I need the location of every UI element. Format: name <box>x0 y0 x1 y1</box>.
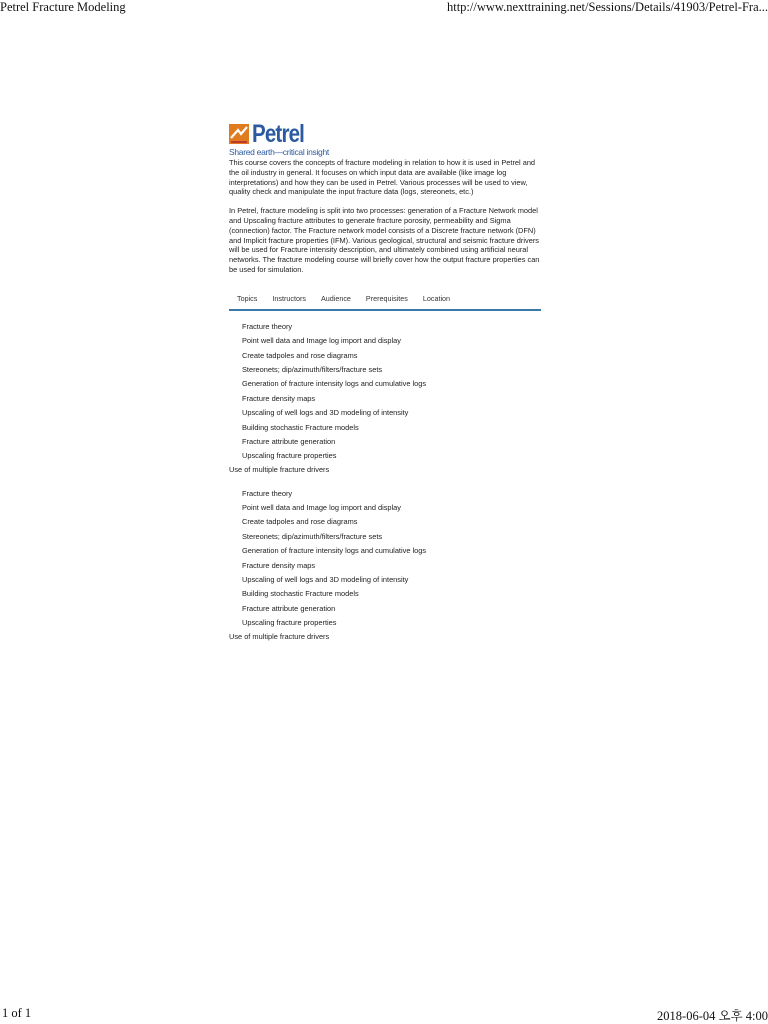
list-item: Fracture attribute generation <box>242 603 336 613</box>
list-item: Generation of fracture intensity logs and cumulative logs <box>242 546 427 556</box>
list-item: Create tadpoles and rose diagrams <box>242 517 358 527</box>
petrel-logo-icon <box>229 124 249 144</box>
list-item: Fracture density maps <box>242 560 316 570</box>
tab-topics[interactable]: Topics <box>237 293 258 303</box>
list-item: Stereonets; dip/azimuth/filters/fracture sets <box>242 531 383 541</box>
list-item: Stereonets; dip/azimuth/filters/fracture sets <box>242 364 383 374</box>
print-timestamp: 2018-06-04 오후 4:00 <box>657 1009 768 1023</box>
page-title: Petrel Fracture Modeling <box>0 0 126 14</box>
tab-audience[interactable]: Audience <box>320 293 351 303</box>
list-item: Fracture theory <box>242 488 293 498</box>
tab-prerequisites[interactable]: Prerequisites <box>365 293 408 303</box>
list-item: Point well data and Image log import and display <box>242 503 401 513</box>
petrel-logo <box>229 120 541 158</box>
list-item: Upscaling fracture properties <box>242 451 337 461</box>
list-item: Create tadpoles and rose diagrams <box>242 350 358 360</box>
list-item: Fracture attribute generation <box>242 436 336 446</box>
list-item: Fracture theory <box>242 321 293 331</box>
list-item: Fracture density maps <box>242 393 316 403</box>
list-item: Building stochastic Fracture models <box>242 422 359 432</box>
page-url: http://www.nexttraining.net/Sessions/Details/41903/Petrel-Fra... <box>446 0 768 14</box>
list-tail: Use of multiple fracture drivers <box>229 631 330 641</box>
list-item: Upscaling fracture properties <box>242 618 337 628</box>
tab-location[interactable]: Location <box>422 293 451 303</box>
description-paragraph-1: This course covers the concepts of fracture modeling in relation to how it is used in Petrel and the oil industry in general. It focuses on which input data are available (like image log interpretations) and how they can be used in Petrel. Various processes will be used to view, quality check and manipulate the input fracture data (logs, stereonets, etc.) <box>229 158 536 197</box>
topics-list <box>229 320 541 643</box>
print-header <box>0 0 768 16</box>
list-item: Point well data and Image log import and display <box>242 336 401 346</box>
course-content <box>229 120 541 643</box>
list-item: Generation of fracture intensity logs and cumulative logs <box>242 379 427 389</box>
print-footer <box>0 1006 768 1024</box>
course-tabs <box>229 288 541 311</box>
list-tail: Use of multiple fracture drivers <box>229 464 330 474</box>
list-item: Building stochastic Fracture models <box>242 589 359 599</box>
page-count: 1 of 1 <box>2 1006 32 1020</box>
list-item: Upscaling of well logs and 3D modeling of intensity <box>242 408 409 418</box>
logo-tagline: Shared earth—critical insight <box>229 147 329 157</box>
tab-instructors[interactable]: Instructors <box>272 293 306 303</box>
list-spacer <box>229 476 541 487</box>
list-item: Upscaling of well logs and 3D modeling of intensity <box>242 575 409 585</box>
logo-wordmark: Petrel <box>252 120 305 148</box>
description-paragraph-2: In Petrel, fracture modeling is split into two processes: generation of a Fracture Network model and Upscaling fracture attributes to generate fracture porosity, permeability and Sigma (connection) factor. The Fracture network model consists of a Discrete fracture network (DFN) and Implicit fracture properties (IFM). Various geological, structural and seismic fracture drivers will be used for Fracture intensity description, and ultimately combined using artificial neural networks. The fracture modeling course will briefly cover how the output fracture properties can be used for simulation. <box>229 206 540 274</box>
